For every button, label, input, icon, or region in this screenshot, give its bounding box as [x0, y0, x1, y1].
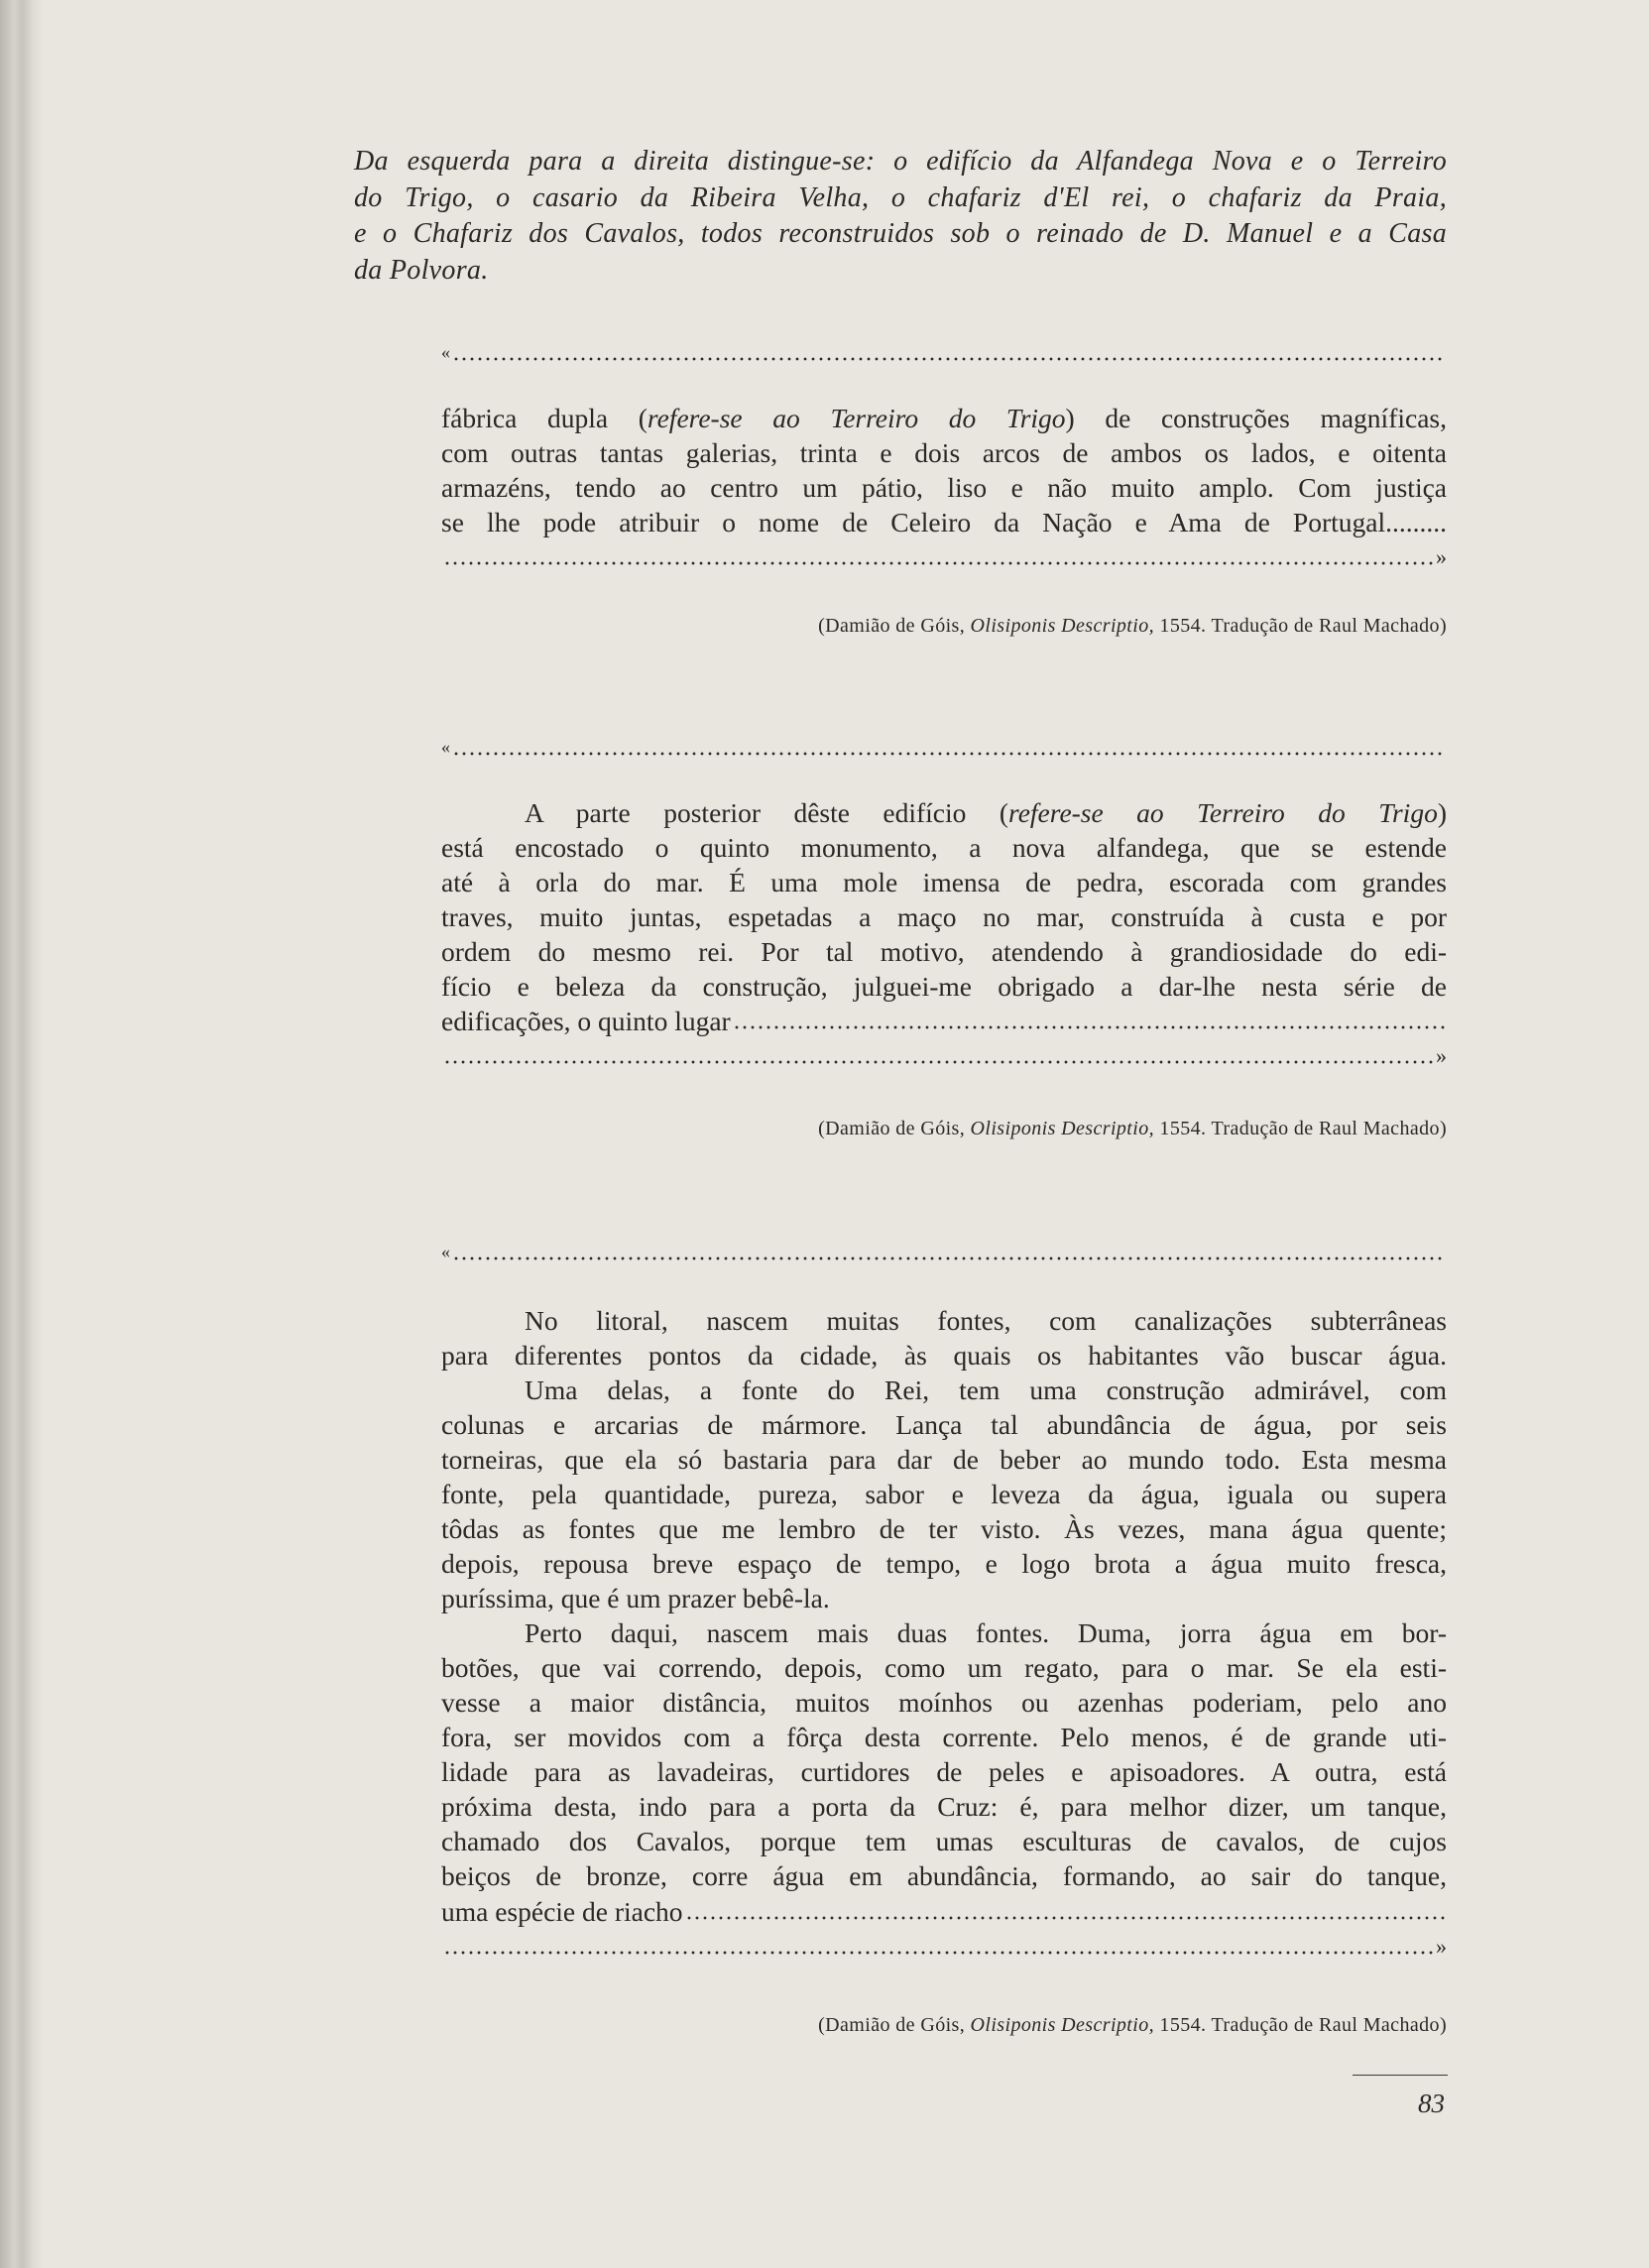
text-line — [441, 1407, 1447, 1442]
quote-1-citation — [818, 615, 1447, 638]
citation-author: (Damião de Góis, — [818, 615, 971, 637]
text-segment: ) — [1437, 797, 1447, 828]
text-segment: depois, repousa breve espaço de tempo, e logo brota a água muito fresca, — [441, 1548, 1447, 1579]
text-segment: traves, muito juntas, espetadas a maço no mar, construída à custa e por — [441, 901, 1447, 932]
quote-1-text — [441, 401, 1447, 539]
italic-reference: refere-se ao Terreiro do Trigo — [1008, 797, 1438, 828]
quote-3-leader-line — [441, 1894, 1447, 1964]
citation-title: Olisiponis Descriptio, — [970, 615, 1155, 637]
text-line — [441, 1789, 1447, 1824]
text-segment: botões, que vai correndo, depois, como um regato, para o mar. Se ela esti- — [441, 1652, 1447, 1683]
text-segment: torneiras, que ela só bastaria para dar de beber ao mundo todo. Esta mesma — [441, 1444, 1447, 1475]
text-segment: com outras tantas galerias, trinta e dois arcos de ambos os lados, e oitenta — [441, 437, 1447, 468]
text-segment: beiços de bronze, corre água em abundância, formando, ao sair do tanque, — [441, 1860, 1447, 1891]
opening-guillemet: « — [441, 342, 450, 362]
text-segment: fora, ser movidos com a fôrça desta corrente. Pelo menos, é de grande uti- — [441, 1722, 1447, 1752]
quote-2-opening — [441, 730, 1447, 765]
text-line — [441, 1511, 1447, 1546]
footer-rule — [1353, 2075, 1448, 2076]
text-segment: ) de construções magníficas, — [1065, 403, 1447, 433]
opening-guillemet: « — [441, 737, 450, 757]
text-line — [441, 505, 1447, 539]
citation-title: Olisiponis Descriptio, — [970, 2014, 1155, 2036]
italic-reference: refere-se ao Terreiro do Trigo — [647, 403, 1066, 433]
quote-3-opening — [441, 1235, 1447, 1269]
text-line — [441, 1824, 1447, 1858]
text-segment: chamado dos Cavalos, porque tem umas esculturas de cavalos, de cujos — [441, 1826, 1447, 1856]
text-segment: ordem do mesmo rei. Por tal motivo, atendendo à grandiosidade do edi- — [441, 936, 1447, 967]
text-segment: até à orla do mar. É uma mole imensa de pedra, escorada com grandes — [441, 867, 1447, 897]
text-segment: fonte, pela quantidade, pureza, sabor e leveza da água, iguala ou supera — [441, 1479, 1447, 1509]
text-line — [354, 180, 1447, 217]
ellipsis-leader — [733, 1025, 1445, 1029]
text-segment: da Polvora. — [354, 254, 489, 286]
closing-guillemet: » — [1436, 1934, 1447, 1959]
text-segment: Da esquerda para a direita distingue-se: o edifício da Alfandega Nova e o Terreiro — [354, 146, 1447, 177]
text-segment: armazéns, tendo ao centro um pátio, liso e não muito amplo. Com justiça — [441, 472, 1447, 503]
quote-2-citation — [818, 1118, 1447, 1140]
text-line — [354, 144, 1447, 180]
quote-2-text — [441, 795, 1447, 1004]
text-segment: No litoral, nascem muitas fontes, com canalizações subterrâneas — [525, 1305, 1447, 1336]
book-binding-edge — [0, 0, 44, 2268]
text-line — [441, 934, 1447, 969]
quote-1-opening — [441, 335, 1447, 370]
text-segment: para diferentes pontos da cidade, às quais os habitantes vão buscar água. — [441, 1340, 1447, 1371]
opening-guillemet: « — [441, 1242, 450, 1261]
citation-details: 1554. Tradução de Raul Machado) — [1154, 2014, 1447, 2036]
ellipsis-leader — [452, 357, 1445, 361]
text-segment: e o Chafariz dos Cavalos, todos reconstruidos sob o reinado de D. Manuel e a Casa — [354, 218, 1447, 249]
text-segment: Perto daqui, nascem mais duas fontes. Duma, jorra água em bor- — [525, 1617, 1447, 1648]
closing-guillemet: » — [1436, 544, 1447, 569]
text-line — [354, 216, 1447, 253]
text-segment: próxima desta, indo para a porta da Cruz: é, para melhor dizer, um tanque, — [441, 1791, 1447, 1822]
quote-3-citation — [818, 2014, 1447, 2037]
text-line — [354, 253, 1447, 290]
text-line — [441, 1720, 1447, 1754]
text-line — [441, 1442, 1447, 1477]
text-line — [441, 1546, 1447, 1581]
quote-3-text — [441, 1303, 1447, 1893]
text-line — [441, 1685, 1447, 1720]
ellipsis-leader — [443, 561, 1434, 565]
ellipsis-leader — [443, 1060, 1434, 1064]
ellipsis-leader — [443, 1951, 1434, 1955]
citation-author: (Damião de Góis, — [818, 2014, 971, 2036]
text-segment: lidade para as lavadeiras, curtidores de peles e apisoadores. A outra, está — [441, 1756, 1447, 1787]
text-segment: está encostado o quinto monumento, a nova alfandega, que se estende — [441, 832, 1447, 863]
quote-2-leader-line — [441, 1004, 1447, 1073]
ellipsis-leader — [685, 1916, 1445, 1920]
text-line — [441, 1650, 1447, 1685]
text-line — [441, 401, 1447, 435]
ellipsis-leader — [452, 1256, 1445, 1260]
text-segment: tôdas as fontes que me lembro de ter visto. Às vezes, mana água quente; — [441, 1513, 1447, 1544]
text-line — [441, 899, 1447, 934]
citation-author: (Damião de Góis, — [818, 1118, 971, 1139]
text-segment: fício e beleza da construção, julguei-me obrigado a dar-lhe nesta série de — [441, 971, 1447, 1002]
text-segment: do Trigo, o casario da Ribeira Velha, o chafariz d'El rei, o chafariz da Praia, — [354, 181, 1447, 213]
text-line — [441, 1754, 1447, 1789]
leader-line-text: edificações, o quinto lugar — [441, 1006, 731, 1036]
text-line — [441, 1477, 1447, 1511]
page-number: 83 — [1418, 2089, 1445, 2118]
text-line — [441, 1615, 1447, 1650]
closing-guillemet: » — [1436, 1043, 1447, 1068]
text-line — [441, 435, 1447, 470]
text-line — [441, 1303, 1447, 1338]
text-segment: Uma delas, a fonte do Rei, tem uma construção admirável, com — [525, 1374, 1447, 1405]
text-line — [441, 1338, 1447, 1373]
text-segment: A parte posterior dêste edifício ( — [525, 797, 1009, 828]
text-line — [441, 1581, 1447, 1615]
text-line — [441, 795, 1447, 830]
text-segment: vesse a maior distância, muitos moínhos ou azenhas poderiam, pelo ano — [441, 1687, 1447, 1718]
text-line — [441, 969, 1447, 1004]
text-line — [441, 865, 1447, 899]
text-line — [441, 1858, 1447, 1893]
illustration-caption — [354, 144, 1447, 289]
leader-line-text: uma espécie de riacho — [441, 1896, 683, 1927]
text-line — [441, 830, 1447, 865]
quote-1-closing — [441, 539, 1447, 574]
text-segment: se lhe pode atribuir o nome de Celeiro da Nação e Ama de Portugal......... — [441, 507, 1447, 537]
text-line — [441, 1373, 1447, 1407]
citation-details: 1554. Tradução de Raul Machado) — [1154, 615, 1447, 637]
text-segment: puríssima, que é um prazer bebê-la. — [441, 1583, 830, 1613]
ellipsis-leader — [452, 752, 1445, 756]
text-segment: fábrica dupla ( — [441, 403, 648, 433]
citation-title: Olisiponis Descriptio, — [970, 1118, 1155, 1139]
text-segment: colunas e arcarias de mármore. Lança tal abundância de água, por seis — [441, 1409, 1447, 1440]
citation-details: 1554. Tradução de Raul Machado) — [1154, 1118, 1447, 1139]
text-line — [441, 470, 1447, 505]
